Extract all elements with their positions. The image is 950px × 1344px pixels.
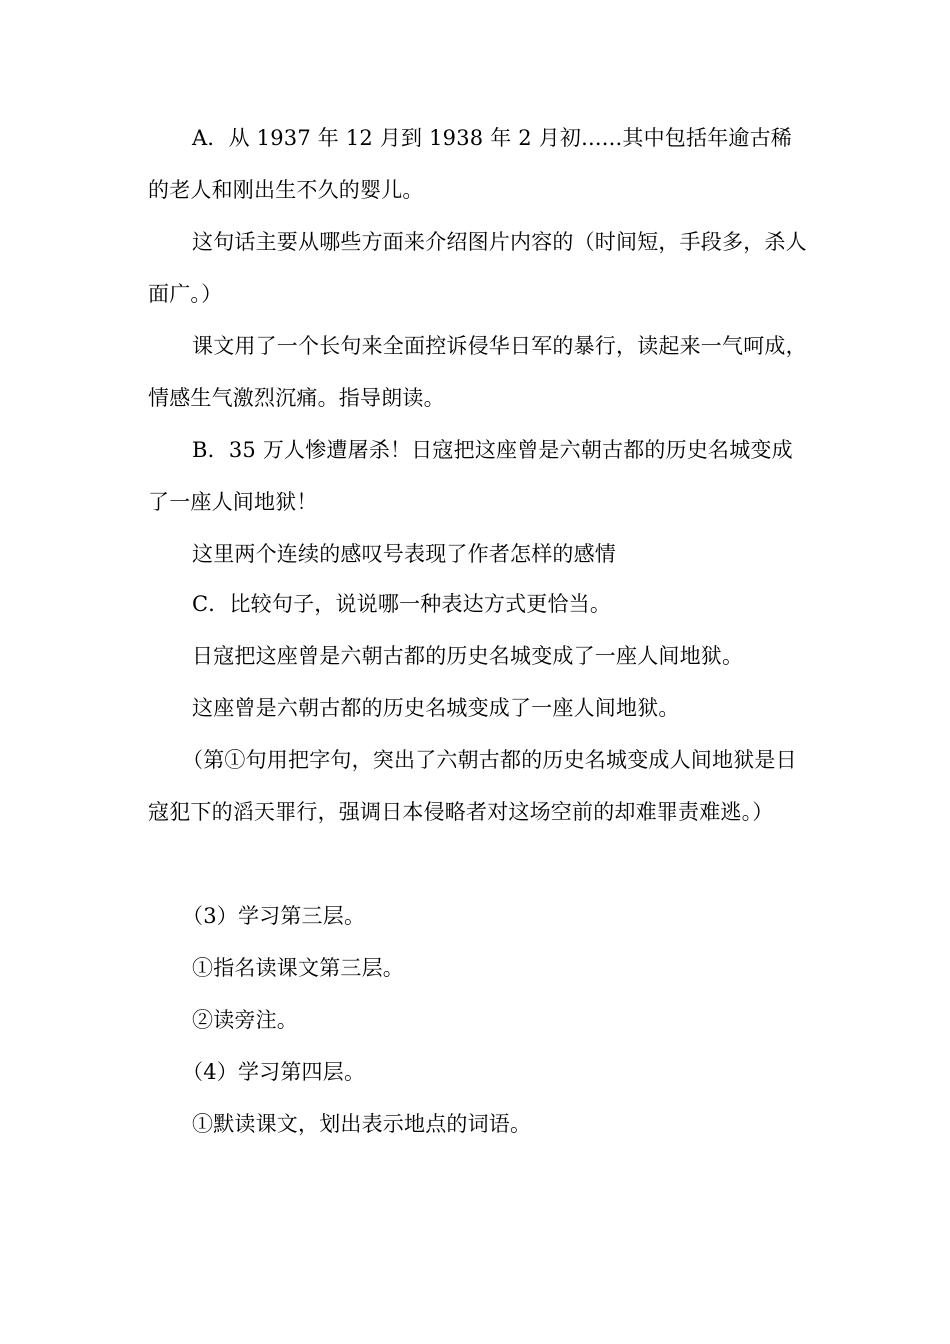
paragraph-long-sentence: 课文用了一个长句来全面控诉侵华日军的暴行，读起来一气呵成，情感生气激烈沉痛。指导朗读。 <box>148 334 807 410</box>
paragraph-a: A．从 1937 年 12 月到 1938 年 2 月初......其中包括年逾古稀的老人和刚出生不久的婴儿。 <box>148 126 792 202</box>
paragraph-question-1: 这句话主要从哪些方面来介绍图片内容的（时间短，手段多，杀人面广。） <box>148 230 807 306</box>
paragraph-c: C．比较句子，说说哪一种表达方式更恰当。 <box>192 592 612 616</box>
section-heading-4: （4）学习第四层。 <box>182 1060 366 1084</box>
paragraph-question-2: 这里两个连续的感叹号表现了作者怎样的感情 <box>192 542 616 566</box>
paragraph-sentence-2: 这座曾是六朝古都的历史名城变成了一座人间地狱。 <box>192 696 680 720</box>
paragraph-sentence-1: 日寇把这座曾是六朝古都的历史名城变成了一座人间地狱。 <box>192 644 744 668</box>
paragraph-answer: （第①句用把字句，突出了六朝古都的历史名城变成人间地狱是日寇犯下的滔天罪行，强调日本侵略者对这场空前的却难罪责难逃。） <box>148 748 797 824</box>
list-item-3-1: ①指名读课文第三层。 <box>192 956 404 980</box>
section-heading-3: （3）学习第三层。 <box>182 904 366 928</box>
paragraph-b: B．35 万人惨遭屠杀！日寇把这座曾是六朝古都的历史名城变成了一座人间地狱！ <box>148 438 793 514</box>
list-item-4-1: ①默读课文，划出表示地点的词语。 <box>192 1112 532 1136</box>
list-item-3-2: ②读旁注。 <box>192 1008 298 1032</box>
